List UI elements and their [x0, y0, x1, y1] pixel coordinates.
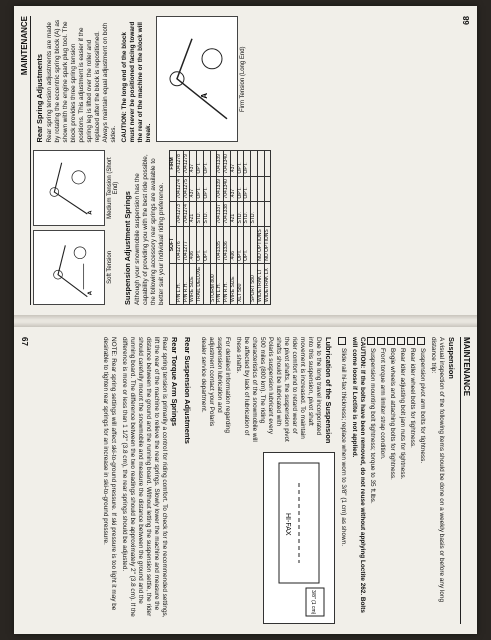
manual-spread [14, 6, 477, 634]
table-cell: 7041274 [176, 176, 183, 201]
table-cell: STD. [237, 201, 244, 226]
table-cell: OPT. [237, 226, 244, 263]
rear-spring-text: Rear spring tension adjustments are made by rotating the eccentric spring block (A) as shown with the engine spark plug tool. The block provides three spring tension positions. This adjustment is easier if the spring leg is lifted over the roller and replaced after the block is repositioned. Always maintain equal adjustment on both sides. [46, 19, 117, 143]
table-cell: STD. [244, 201, 251, 226]
table-cell: 7041339 [217, 151, 224, 176]
table-cell [264, 201, 271, 226]
table-cell [251, 176, 258, 201]
page-footer [20, 337, 29, 624]
table-cell: 7041340 [224, 176, 231, 201]
table-cell: 7041339 [217, 176, 224, 201]
table-cell: OPT. [244, 226, 251, 263]
table-row [230, 151, 237, 305]
checkbox[interactable] [397, 337, 405, 345]
table-cell: .421 [230, 201, 237, 226]
table-row [203, 151, 210, 305]
table-row [176, 151, 183, 305]
table-cell: .421 [190, 201, 197, 226]
table-cell: 7041277 [183, 226, 190, 263]
soft-caption: Soft Tension [107, 250, 113, 284]
table-cell: 7041278 [176, 151, 183, 176]
suspension-heading: Suspension [447, 337, 456, 379]
table-cell: OPT. [237, 176, 244, 201]
checklist-item[interactable]: Rear idler wheel bolts for tightness. [407, 337, 416, 624]
medium-tension-figure [33, 150, 105, 225]
table-cell: P/N R.H. [224, 263, 231, 304]
table-cell: .406 [190, 226, 197, 263]
table-cell: 7041336 [224, 226, 231, 263]
caution-text: CAUTION: The long end of the block must never be positioned facing toward the rear of the machine or the block will break. [121, 21, 152, 143]
table-cell: OPT. [203, 176, 210, 201]
table-cell: OPT. [244, 151, 251, 176]
table-cell: .437 [190, 151, 197, 176]
table-cell: 7041338 [224, 201, 231, 226]
page-number: 67 [20, 337, 29, 346]
torque-arm-heading: Rear Torque Arm Springs [170, 337, 179, 427]
table-cell: OPT. [197, 176, 204, 201]
table-cell: 7041274 [183, 201, 190, 226]
checkbox[interactable] [367, 337, 375, 345]
springs-table [169, 150, 271, 305]
table-cell: 7041276 [176, 226, 183, 263]
table-cell: 7041273 [176, 201, 183, 226]
table-cell [257, 151, 264, 176]
soft-tension-figure [33, 230, 105, 305]
table-cell: P/N R.H. [183, 263, 190, 304]
rear-adjust-heading: Rear Suspension Adjustments [183, 337, 192, 444]
table-row [210, 151, 217, 305]
table-cell: P/N L.H. [176, 263, 183, 304]
table-cell: OPT. [197, 226, 204, 263]
table-cell: .437 [230, 151, 237, 176]
table-cell: 7041279 [183, 151, 190, 176]
checklist-item[interactable]: Rear idler adjusting bolt jam nuts for tightness. [397, 337, 406, 624]
table-cell: WIRE SIZE [230, 263, 237, 304]
section-title: MAINTENANCE [20, 16, 29, 76]
page-number: 68 [462, 16, 471, 25]
note-text: NOTE: Rear spring settings will affect ski-to-ground pressure. If ski pressure is too light it may be desirable to tighten rear springs for an increase in ski-to-ground pressure. [102, 337, 117, 611]
checklist-item[interactable]: Front torque arm limiter strap condition. [377, 337, 386, 624]
medium-caption: Medium Tension (Short End) [107, 157, 119, 219]
table-cell: WIDETRAK LT [257, 263, 264, 304]
table-cell: OPT. [203, 226, 210, 263]
lubrication-heading: Lubrication of the Suspension [324, 337, 333, 444]
checklist-item[interactable]: Suspension mounting bolt tightness; torque to 35 ft.lbs. [367, 337, 376, 624]
table-cell: OPT. [237, 151, 244, 176]
page-68 [14, 6, 477, 315]
table-header-row [170, 151, 177, 305]
springs-text: Although your snowmobile suspension has the capability of providing you with the best ride possible, the following accessory rear springs are available to better suit your individual riding preference. [134, 154, 165, 305]
suspension-intro: A visual inspection of the following items should be done on a weekly basis or before any long distance trip: [430, 337, 445, 603]
table-cell: STD. [197, 201, 204, 226]
table-cell: OPT. [197, 151, 204, 176]
table-header-cell: FIRM [170, 151, 177, 176]
table-cell [251, 151, 258, 176]
caution-text: CAUTION: If the bolts have been removed, do not reuse without applying Loctite 262. Bolts will come loose if Loctite is not applied. [351, 337, 366, 613]
table-cell: NO OPTIONS [257, 226, 264, 263]
springs-heading: Suspension Adjustment Springs [123, 191, 132, 305]
checkbox[interactable] [377, 337, 385, 345]
lubrication-text: Due to the long travel incorporated into this suspension, pivot shaft movement is increased. To maintain rider comfort and to retard wear of the pivot shafts, the suspension pivot shafts should be lubricated with Polaris suspension lubricant every 500 miles (800 km). The riding characteristics of the snowmobile will be affected by lack of lubrication of these shafts. [235, 337, 322, 442]
checkbox[interactable] [387, 337, 395, 345]
torque-arm-text: Rear spring tension is primarily a control for riding comfort. To check for the recommended settings, lift the rear of the machine to relieve the rear springs. Slowly lower the machine and measure the distance between the ground and the running board. Without letting the suspension settle, the rider should carefully mount the snowmobile and measure the distance between the ground and the running board. The difference between the two readings should be approximately 2" (3.8 cm). If the difference is more or less than 1 1/2" (3.8 cm), the rear springs should be adjusted. [121, 337, 168, 618]
label-a: A [87, 210, 94, 215]
table-row [264, 151, 271, 305]
hifax-measure: 3/8" (1 cm) [310, 590, 316, 615]
checkbox[interactable] [338, 337, 346, 345]
table-cell: 7041275 [183, 176, 190, 201]
table-row [197, 151, 204, 305]
checklist-item[interactable]: Bogie wheels and attaching bolts for tightness. [387, 337, 396, 624]
binding-gutter [14, 315, 477, 327]
hifax-diagram [263, 452, 335, 624]
table-cell: WIDETRAK LX [264, 263, 271, 304]
table-cell: .437 [230, 176, 237, 201]
checkbox[interactable] [407, 337, 415, 345]
table-cell: OPT. [203, 151, 210, 176]
page-header [20, 16, 31, 305]
table-cell: STD. [203, 201, 210, 226]
page-footer [462, 16, 471, 305]
table-cell: WIRE SIZE [190, 263, 197, 304]
table-cell: STD. [251, 201, 258, 226]
table-cell [257, 176, 264, 201]
table-cell: XLT 580 [237, 263, 244, 304]
table-row [237, 151, 244, 305]
dealer-text: For detailed information regarding suspension lubrication and adjustment contact your Polaris dealer service department. [200, 337, 231, 433]
table-cell: P/N L.H. [217, 263, 224, 304]
checklist-item[interactable]: Slide rail hi-fax thickness; replace when worn to 3/8" (1 cm) as shown. [338, 337, 347, 624]
table-cell: SPORT 580 [251, 263, 258, 304]
table-cell: .406 [230, 226, 237, 263]
table-cell [264, 151, 271, 176]
rear-spring-heading: Rear Spring Adjustments [35, 54, 44, 143]
table-cell [264, 176, 271, 201]
table-cell: 7041337 [217, 201, 224, 226]
hifax-label: HI-FAX [284, 513, 291, 536]
table-cell: NO OPTIONS [264, 226, 271, 263]
table-cell [257, 201, 264, 226]
firm-tension-figure [156, 16, 238, 142]
label-a: A [200, 93, 209, 100]
checkbox[interactable] [417, 337, 425, 345]
inspection-checklist [367, 337, 426, 624]
page-67 [14, 327, 477, 634]
table-row [257, 151, 264, 305]
firm-caption: Firm Tension (Long End) [240, 46, 246, 113]
table-cell: 7041335 [217, 226, 224, 263]
page-header [460, 337, 471, 624]
label-a: A [87, 290, 94, 296]
table-cell: STORM 800 [210, 263, 217, 304]
table-header-cell: SOFT [170, 226, 177, 263]
table-cell: .437 [190, 176, 197, 201]
table-cell: 7041340 [224, 151, 231, 176]
table-cell [203, 263, 210, 304]
table-cell: TRAIL DELUXE [197, 263, 204, 304]
checklist-item[interactable]: Suspension pivot arm bolts for tightness. [417, 337, 426, 624]
table-cell: OPT. [244, 176, 251, 201]
section-title: MAINTENANCE [462, 337, 471, 397]
